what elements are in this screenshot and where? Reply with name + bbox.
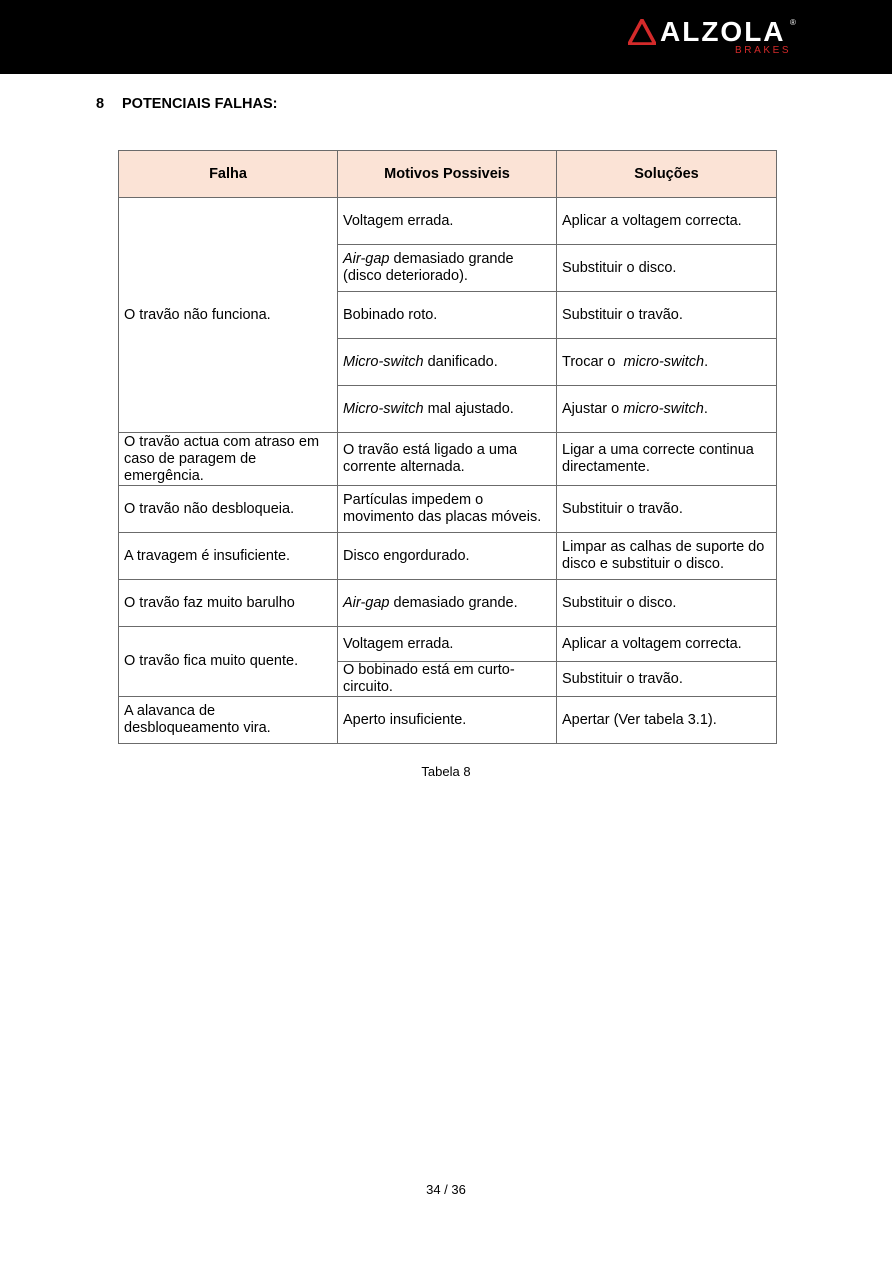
solucao-cell: Aplicar a voltagem correcta. <box>557 198 777 245</box>
table-row <box>119 486 777 533</box>
section-number: 8 <box>96 96 105 112</box>
motivo-cell: Voltagem errada. <box>338 198 557 245</box>
motivo-cell <box>338 386 557 433</box>
header-solucoes: Soluções <box>557 151 777 198</box>
falha-cell: O travão não funciona. <box>119 198 338 433</box>
table-row <box>119 533 777 580</box>
table-row <box>119 433 777 486</box>
solucao-cell: Substituir o disco. <box>557 580 777 627</box>
motivo-cell <box>338 245 557 292</box>
header-falha: Falha <box>119 151 338 198</box>
motivo-cell <box>338 339 557 386</box>
solucao-cell: Aplicar a voltagem correcta. <box>557 627 777 662</box>
table-row <box>119 627 777 662</box>
solucao-text: . <box>703 400 708 417</box>
solucao-italic: micro-switch <box>623 400 704 417</box>
solucao-cell: Apertar (Ver tabela 3.1). <box>557 697 777 744</box>
solucao-text: . <box>704 353 709 370</box>
header-bar <box>0 0 892 74</box>
logo-subtitle: BRAKES <box>735 45 792 56</box>
motivo-cell: O bobinado está em curto-circuito. <box>338 662 557 697</box>
solucao-text: Trocar o <box>562 353 624 370</box>
falha-cell: O travão faz muito barulho <box>119 580 338 627</box>
solucao-italic: micro-switch <box>623 353 705 370</box>
table-header-row <box>119 151 777 198</box>
falha-cell: O travão fica muito quente. <box>119 627 338 697</box>
table-row <box>119 198 777 245</box>
alzola-logo <box>628 16 800 60</box>
header-motivos: Motivos Possiveis <box>338 151 557 198</box>
motivo-cell: Bobinado roto. <box>338 292 557 339</box>
logo-triangle-icon <box>628 19 656 45</box>
page-number: 34 / 36 <box>426 1182 466 1197</box>
motivo-cell: Aperto insuficiente. <box>338 697 557 744</box>
motivo-cell: Disco engordurado. <box>338 533 557 580</box>
solucao-cell <box>557 386 777 433</box>
solucao-cell: Ligar a uma correcte continua directamente. <box>557 433 777 486</box>
motivo-text: demasiado grande (disco deteriorado). <box>343 251 514 284</box>
falha-cell: O travão actua com atraso em caso de paragem de emergência. <box>119 433 338 486</box>
motivo-italic: Air-gap <box>343 594 390 611</box>
logo-name: ALZOLA <box>660 16 786 47</box>
falha-cell: O travão não desbloqueia. <box>119 486 338 533</box>
solucao-cell: Substituir o travão. <box>557 662 777 697</box>
solucao-cell <box>557 339 777 386</box>
solucao-cell: Substituir o disco. <box>557 245 777 292</box>
motivo-italic: Micro-switch <box>343 400 424 417</box>
falha-cell: A alavanca de desbloqueamento vira. <box>119 697 338 744</box>
motivo-text: danificado. <box>423 353 498 370</box>
motivo-italic: Air-gap <box>343 251 390 267</box>
motivo-text: mal ajustado. <box>423 400 514 417</box>
logo-registered-mark: ® <box>790 18 796 27</box>
table-row <box>119 580 777 627</box>
faults-table <box>118 150 777 744</box>
motivo-text: demasiado grande. <box>389 594 518 611</box>
table-row <box>119 697 777 744</box>
section-title <box>96 96 277 112</box>
motivo-cell <box>338 580 557 627</box>
motivo-italic: Micro-switch <box>343 353 424 370</box>
motivo-cell: O travão está ligado a uma corrente alternada. <box>338 433 557 486</box>
section-title-text: POTENCIAIS FALHAS: <box>122 96 278 112</box>
solucao-cell: Substituir o travão. <box>557 486 777 533</box>
falha-cell: A travagem é insuficiente. <box>119 533 338 580</box>
solucao-text: Ajustar o <box>562 400 624 417</box>
motivo-cell: Partículas impedem o movimento das placas móveis. <box>338 486 557 533</box>
table-caption: Tabela 8 <box>421 764 471 779</box>
solucao-cell: Substituir o travão. <box>557 292 777 339</box>
solucao-cell: Limpar as calhas de suporte do disco e substituir o disco. <box>557 533 777 580</box>
motivo-cell: Voltagem errada. <box>338 627 557 662</box>
